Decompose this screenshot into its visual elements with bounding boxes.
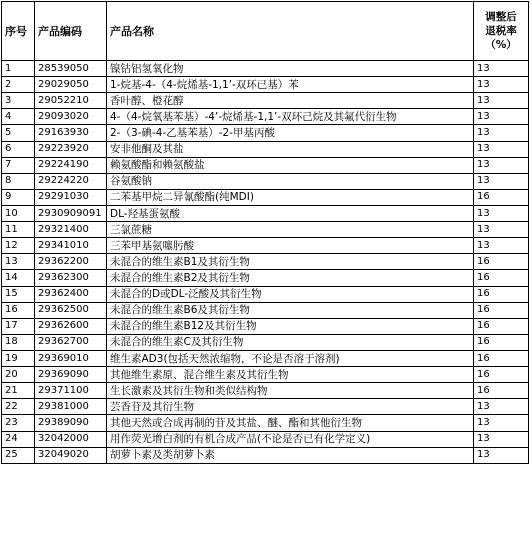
row-index-cell: 10 xyxy=(2,205,35,221)
row-index-cell: 9 xyxy=(2,189,35,205)
row-index-cell: 22 xyxy=(2,399,35,415)
row-code-cell: 29029050 xyxy=(35,77,107,93)
row-code-cell: 29163930 xyxy=(35,125,107,141)
row-rate-cell: 13 xyxy=(474,157,529,173)
row-name-cell: 谷氨酸钠 xyxy=(107,173,474,189)
row-name-cell: 生长激素及其衍生物和类似结构物 xyxy=(107,383,474,399)
row-code-cell: 29369090 xyxy=(35,367,107,383)
row-rate-cell: 13 xyxy=(474,125,529,141)
table-row xyxy=(2,431,529,447)
row-name-cell: DL-羟基蛋氨酸 xyxy=(107,205,474,221)
row-index-cell: 7 xyxy=(2,157,35,173)
row-index-cell: 25 xyxy=(2,447,35,463)
row-name-cell: 4-（4-烷氧基苯基）-4’-烷烯基-1,1’-双环己烷及其氟代衍生物 xyxy=(107,109,474,125)
row-rate-cell: 16 xyxy=(474,254,529,270)
row-rate-cell: 13 xyxy=(474,399,529,415)
row-index-cell: 1 xyxy=(2,61,35,77)
row-index-cell: 18 xyxy=(2,334,35,350)
row-rate-cell: 13 xyxy=(474,447,529,463)
table-row xyxy=(2,141,529,157)
row-code-cell: 29224220 xyxy=(35,173,107,189)
row-name-cell: 安非他酮及其盐 xyxy=(107,141,474,157)
row-rate-cell: 13 xyxy=(474,415,529,431)
row-code-cell: 29362400 xyxy=(35,286,107,302)
row-index-cell: 15 xyxy=(2,286,35,302)
row-index-cell: 2 xyxy=(2,77,35,93)
header-rate-line1: 调整后 xyxy=(485,11,517,23)
row-code-cell: 29223920 xyxy=(35,141,107,157)
row-index-cell: 14 xyxy=(2,270,35,286)
row-name-cell: 其他天然或合成再制的苷及其盐、醚、酯和其他衍生物 xyxy=(107,415,474,431)
row-code-cell: 29371100 xyxy=(35,383,107,399)
header-name: 产品名称 xyxy=(107,2,474,61)
row-code-cell: 29341010 xyxy=(35,238,107,254)
row-rate-cell: 16 xyxy=(474,286,529,302)
row-rate-cell: 16 xyxy=(474,367,529,383)
row-code-cell: 29362200 xyxy=(35,254,107,270)
row-name-cell: 胡萝卜素及类胡萝卜素 xyxy=(107,447,474,463)
table-row xyxy=(2,125,529,141)
row-index-cell: 13 xyxy=(2,254,35,270)
row-code-cell: 28539050 xyxy=(35,61,107,77)
table-row xyxy=(2,399,529,415)
row-name-cell: 1-烷基-4-（4-烷烯基-1,1’-双环已基）苯 xyxy=(107,77,474,93)
row-rate-cell: 13 xyxy=(474,173,529,189)
row-rate-cell: 13 xyxy=(474,222,529,238)
header-index: 序号 xyxy=(2,2,35,61)
row-rate-cell: 13 xyxy=(474,109,529,125)
row-index-cell: 20 xyxy=(2,367,35,383)
row-rate-cell: 13 xyxy=(474,431,529,447)
row-name-cell: 镍钴铝氢氧化物 xyxy=(107,61,474,77)
table-row xyxy=(2,61,529,77)
table-body xyxy=(2,61,529,464)
row-code-cell: 29389090 xyxy=(35,415,107,431)
table-row xyxy=(2,77,529,93)
row-index-cell: 12 xyxy=(2,238,35,254)
row-name-cell: 2-（3-碘-4-乙基苯基）-2-甲基丙酸 xyxy=(107,125,474,141)
row-index-cell: 23 xyxy=(2,415,35,431)
row-code-cell: 29362300 xyxy=(35,270,107,286)
row-rate-cell: 13 xyxy=(474,205,529,221)
row-name-cell: 未混合的维生素B6及其衍生物 xyxy=(107,302,474,318)
row-index-cell: 4 xyxy=(2,109,35,125)
row-code-cell: 29362600 xyxy=(35,318,107,334)
table-row xyxy=(2,205,529,221)
row-index-cell: 24 xyxy=(2,431,35,447)
row-name-cell: 二苯基甲烷二异氰酸酯(纯MDI) xyxy=(107,189,474,205)
row-rate-cell: 13 xyxy=(474,77,529,93)
table-row xyxy=(2,334,529,350)
row-name-cell: 三氯蔗糖 xyxy=(107,222,474,238)
row-rate-cell: 16 xyxy=(474,302,529,318)
row-rate-cell: 13 xyxy=(474,238,529,254)
row-name-cell: 未混合的维生素B12及其衍生物 xyxy=(107,318,474,334)
row-name-cell: 未混合的D或DL-泛酸及其衍生物 xyxy=(107,286,474,302)
row-code-cell: 29381000 xyxy=(35,399,107,415)
row-code-cell: 29362500 xyxy=(35,302,107,318)
table-row xyxy=(2,302,529,318)
row-index-cell: 17 xyxy=(2,318,35,334)
header-rate-line3: （%） xyxy=(485,39,517,51)
row-code-cell: 29362700 xyxy=(35,334,107,350)
table-row xyxy=(2,109,529,125)
row-rate-cell: 13 xyxy=(474,61,529,77)
row-code-cell: 29291030 xyxy=(35,189,107,205)
row-code-cell: 29224190 xyxy=(35,157,107,173)
row-code-cell: 32049020 xyxy=(35,447,107,463)
row-code-cell: 29093020 xyxy=(35,109,107,125)
row-code-cell: 29321400 xyxy=(35,222,107,238)
table-row xyxy=(2,173,529,189)
row-name-cell: 芸香苷及其衍生物 xyxy=(107,399,474,415)
header-code: 产品编码 xyxy=(35,2,107,61)
table-row xyxy=(2,318,529,334)
table-row xyxy=(2,238,529,254)
row-index-cell: 16 xyxy=(2,302,35,318)
row-index-cell: 19 xyxy=(2,350,35,366)
table-header-row xyxy=(2,2,529,61)
row-index-cell: 6 xyxy=(2,141,35,157)
table-row xyxy=(2,415,529,431)
row-index-cell: 11 xyxy=(2,222,35,238)
table-row xyxy=(2,367,529,383)
row-rate-cell: 13 xyxy=(474,141,529,157)
tax-rebate-table xyxy=(1,1,529,464)
row-index-cell: 3 xyxy=(2,93,35,109)
table-row xyxy=(2,254,529,270)
row-rate-cell: 16 xyxy=(474,189,529,205)
row-name-cell: 三苯甲基氨噻肟酸 xyxy=(107,238,474,254)
row-rate-cell: 16 xyxy=(474,383,529,399)
row-name-cell: 赖氨酸酯和赖氨酸盐 xyxy=(107,157,474,173)
header-rate xyxy=(474,2,529,61)
table-row xyxy=(2,286,529,302)
table-row xyxy=(2,270,529,286)
row-code-cell: 32042000 xyxy=(35,431,107,447)
row-code-cell: 29052210 xyxy=(35,93,107,109)
row-index-cell: 8 xyxy=(2,173,35,189)
row-name-cell: 香叶醇、橙花醇 xyxy=(107,93,474,109)
table-row xyxy=(2,93,529,109)
row-name-cell: 维生素AD3(包括天然浓缩物，不论是否溶于溶剂) xyxy=(107,350,474,366)
table-row xyxy=(2,447,529,463)
table-row xyxy=(2,222,529,238)
row-code-cell: 29369010 xyxy=(35,350,107,366)
row-index-cell: 5 xyxy=(2,125,35,141)
row-name-cell: 用作荧光增白剂的有机合成产品(不论是否已有化学定义) xyxy=(107,431,474,447)
row-rate-cell: 16 xyxy=(474,318,529,334)
row-name-cell: 其他维生素原、混合维生素及其衍生物 xyxy=(107,367,474,383)
row-name-cell: 未混合的维生素B2及其衍生物 xyxy=(107,270,474,286)
table-row xyxy=(2,350,529,366)
row-rate-cell: 16 xyxy=(474,270,529,286)
row-name-cell: 未混合的维生素B1及其衍生物 xyxy=(107,254,474,270)
row-code-cell: 2930909091 xyxy=(35,205,107,221)
table-row xyxy=(2,157,529,173)
table-row xyxy=(2,383,529,399)
row-rate-cell: 16 xyxy=(474,334,529,350)
row-rate-cell: 13 xyxy=(474,93,529,109)
row-index-cell: 21 xyxy=(2,383,35,399)
row-name-cell: 未混合的维生素C及其衍生物 xyxy=(107,334,474,350)
row-rate-cell: 16 xyxy=(474,350,529,366)
table-row xyxy=(2,189,529,205)
header-rate-line2: 退税率 xyxy=(485,25,517,37)
